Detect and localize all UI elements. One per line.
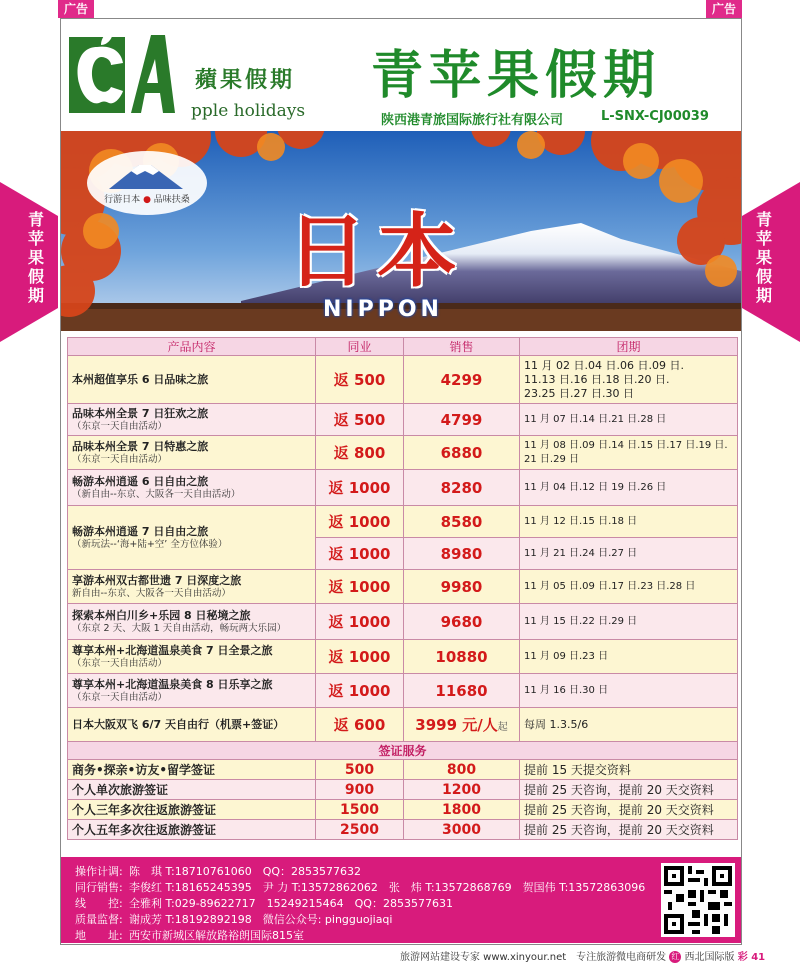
table-row: [68, 404, 738, 436]
peer-price: 返 1000: [316, 674, 404, 708]
hero-title: 日本: [287, 204, 467, 298]
contact-text: 李俊红 T:18165245395 尹 力 T:13572862062 张 炜 T:13572868769 贺国伟 T:13572863096: [129, 881, 646, 894]
visa-name: 商务•探亲•访友•留学签证: [68, 760, 316, 780]
product-cell: [68, 436, 316, 470]
sale-price: 9980: [404, 570, 520, 604]
tour-dates: 11 月 12 日.15 日.18 日: [520, 506, 738, 538]
product-name: 品味本州全景 7 日狂欢之旅: [72, 406, 209, 420]
contact-text: 陈 琪 T:18710761060 QQ：2853577632: [129, 865, 361, 878]
visa-header-row: [68, 742, 738, 760]
product-note: （东京一天自由活动）: [72, 420, 168, 432]
peer-price: 返 1000: [316, 470, 404, 506]
table-row: [68, 604, 738, 640]
page-footer-text: 旅游网站建设专家 www.xinyour.net 专注旅游微电商研发: [400, 952, 667, 963]
visa-peer-price: 500: [316, 760, 404, 780]
table-row: [68, 436, 738, 470]
visa-name: 个人五年多次往返旅游签证: [68, 820, 316, 840]
header-product: 产品内容: [68, 338, 316, 356]
visa-row: [68, 780, 738, 800]
contact-line: [75, 927, 304, 943]
product-name: 尊享本州+北海道温泉美食 8 日乐享之旅: [72, 677, 273, 691]
qr-code-icon[interactable]: [661, 863, 735, 937]
sale-price-cell: [404, 708, 520, 742]
product-cell: [68, 708, 316, 742]
visa-peer-price: 900: [316, 780, 404, 800]
apple-logo-icon: [67, 25, 175, 115]
badge-dot: ●: [143, 195, 151, 205]
product-cell: [68, 470, 316, 506]
product-cell: [68, 404, 316, 436]
visa-note: 提前 15 天提交资料: [520, 760, 738, 780]
table-row: [68, 708, 738, 742]
sale-price: 4799: [404, 404, 520, 436]
product-cell: [68, 506, 316, 570]
product-name: 日本大阪双飞 6/7 天自由行（机票+签证）: [72, 717, 285, 731]
ad-tag-right: 广告: [706, 0, 742, 18]
edition-name: 西北国际版: [684, 952, 735, 963]
edition-badge: 红: [671, 952, 680, 961]
contact-label: 质量监督:: [75, 913, 123, 926]
contact-line: [75, 879, 645, 895]
sale-price: 10880: [404, 640, 520, 674]
table-row: [68, 674, 738, 708]
table-row: [68, 570, 738, 604]
tour-dates: 11 月 04 日.12 日 19 日.26 日: [520, 470, 738, 506]
product-cell: [68, 604, 316, 640]
peer-price: 返 500: [316, 404, 404, 436]
tour-dates: 11 月 02 日.04 日.06 日.09 日. 11.13 日.16 日.18 日.20 日. 23.25 日.27 日.30 日: [520, 356, 738, 404]
page-footer: [400, 948, 765, 963]
visa-peer-price: 1500: [316, 800, 404, 820]
peer-price: 返 1000: [316, 506, 404, 538]
product-cell: [68, 674, 316, 708]
ad-tag-left: 广告: [58, 0, 94, 18]
table-row: [68, 506, 738, 538]
table-row: [68, 640, 738, 674]
tour-dates: 11 月 05 日.09 日.17 日.23 日.28 日: [520, 570, 738, 604]
tour-dates: 11 月 07 日.14 日.21 日.28 日: [520, 404, 738, 436]
sale-price: 4299: [404, 356, 520, 404]
peer-price: 返 1000: [316, 640, 404, 674]
sale-price: 8580: [404, 506, 520, 538]
peer-price: 返 1000: [316, 604, 404, 640]
badge-right-text: 品味扶桑: [153, 195, 190, 205]
contact-label: 地 址:: [75, 929, 123, 942]
visa-name: 个人三年多次往返旅游签证: [68, 800, 316, 820]
sale-price: 3999 元/人: [415, 716, 498, 734]
product-note: （东京一天自由活动）: [72, 691, 168, 703]
page-number: 彩 41: [737, 952, 766, 963]
badge-text: [87, 192, 207, 205]
visa-sale-price: 800: [404, 760, 520, 780]
visa-peer-price: 2500: [316, 820, 404, 840]
visa-sale-price: 1800: [404, 800, 520, 820]
product-table: [67, 337, 738, 840]
peer-price: 返 500: [316, 356, 404, 404]
japan-banner: [61, 131, 741, 331]
contact-text: 全雅利 T:029-89622717 15249215464 QQ：2853577631: [129, 897, 453, 910]
product-name: 享游本州双古都世遗 7 日深度之旅: [72, 573, 242, 587]
visa-title: 签证服务: [68, 742, 738, 760]
product-name: 畅游本州逍遥 6 日自由之旅: [72, 474, 209, 488]
contact-footer: [61, 857, 741, 943]
peer-price: 返 800: [316, 436, 404, 470]
header-peer: 同业: [316, 338, 404, 356]
product-name: 尊享本州+北海道温泉美食 7 日全景之旅: [72, 643, 273, 657]
mount-fuji-badge-icon: [87, 151, 207, 215]
product-name: 探索本州白川乡+乐园 8 日秘境之旅: [72, 608, 251, 622]
contact-line: [75, 895, 453, 911]
hero-subtitle: NIPPON: [323, 297, 443, 322]
product-name: 畅游本州逍遥 7 日自由之旅: [72, 524, 209, 538]
contact-line: [75, 863, 361, 879]
sale-price: 11680: [404, 674, 520, 708]
header-sale: 销售: [404, 338, 520, 356]
sale-price: 9680: [404, 604, 520, 640]
contact-label: 线 控:: [75, 897, 123, 910]
product-note: （新玩法--‘海+陆+空’ 全方位体验）: [72, 538, 228, 550]
header-dates: 团期: [520, 338, 738, 356]
product-cell: [68, 356, 316, 404]
product-cell: [68, 570, 316, 604]
visa-note: 提前 25 天咨询，提前 20 天交资料: [520, 780, 738, 800]
sale-price-unit: 起: [497, 722, 508, 733]
badge-left-text: 行游日本: [104, 195, 141, 205]
product-note: （东京一天自由活动）: [72, 657, 168, 669]
table-row: [68, 356, 738, 404]
tour-dates: 每周 1.3.5/6: [520, 708, 738, 742]
tour-dates: 11 月 08 日.09 日.14 日.15 日.17 日.19 日. 21 日.29 日: [520, 436, 738, 470]
side-wing-left: [0, 182, 58, 342]
side-wing-right: [742, 182, 800, 342]
product-note: （新自由--东京、大阪各一天自由活动）: [72, 488, 241, 500]
tour-dates: 11 月 16 日.30 日: [520, 674, 738, 708]
visa-note: 提前 25 天咨询，提前 20 天交资料: [520, 800, 738, 820]
peer-price: 返 600: [316, 708, 404, 742]
tour-dates: 11 月 09 日.23 日: [520, 640, 738, 674]
brand-license: L-SNX-CJ00039: [601, 109, 709, 124]
ad-frame: [60, 18, 742, 945]
product-note: （东京 2 天、大阪 1 天自由活动，畅玩两大乐园）: [72, 622, 287, 634]
brand-company: 陕西港青旅国际旅行社有限公司: [381, 113, 564, 128]
product-name: 品味本州全景 7 日特惠之旅: [72, 439, 209, 453]
brand-title: 青苹果假期: [371, 45, 662, 106]
tour-dates: 11 月 15 日.22 日.29 日: [520, 604, 738, 640]
visa-note: 提前 25 天咨询，提前 20 天交资料: [520, 820, 738, 840]
visa-row: [68, 800, 738, 820]
visa-row: [68, 760, 738, 780]
product-note: 新自由--东京、大阪各一天自由活动）: [72, 587, 231, 599]
sale-price: 8280: [404, 470, 520, 506]
table-row: [68, 470, 738, 506]
visa-sale-price: 3000: [404, 820, 520, 840]
product-name: 本州超值享乐 6 日品味之旅: [72, 372, 209, 386]
contact-label: 同行销售:: [75, 881, 123, 894]
product-note: （东京一天自由活动）: [72, 453, 168, 465]
peer-price: 返 1000: [316, 538, 404, 570]
peer-price: 返 1000: [316, 570, 404, 604]
visa-row: [68, 820, 738, 840]
contact-line: [75, 911, 392, 927]
product-table-wrap: [67, 337, 737, 840]
logo-english: pple holidays: [191, 101, 306, 121]
side-label-right: 青苹果假期: [755, 210, 772, 305]
table-header-row: [68, 338, 738, 356]
contact-text: 西安市新城区解放路裕朗国际815室: [129, 929, 304, 942]
side-label-left: 青苹果假期: [27, 210, 44, 305]
visa-sale-price: 1200: [404, 780, 520, 800]
sale-price: 6880: [404, 436, 520, 470]
tour-dates: 11 月 21 日.24 日.27 日: [520, 538, 738, 570]
contact-label: 操作计调:: [75, 865, 123, 878]
product-cell: [68, 640, 316, 674]
visa-name: 个人单次旅游签证: [68, 780, 316, 800]
contact-text: 谢成芳 T:18192892198 微信公众号: pingguojiaqi: [129, 913, 393, 926]
logo-chinese: 蘋果假期: [195, 68, 296, 93]
sale-price: 8980: [404, 538, 520, 570]
